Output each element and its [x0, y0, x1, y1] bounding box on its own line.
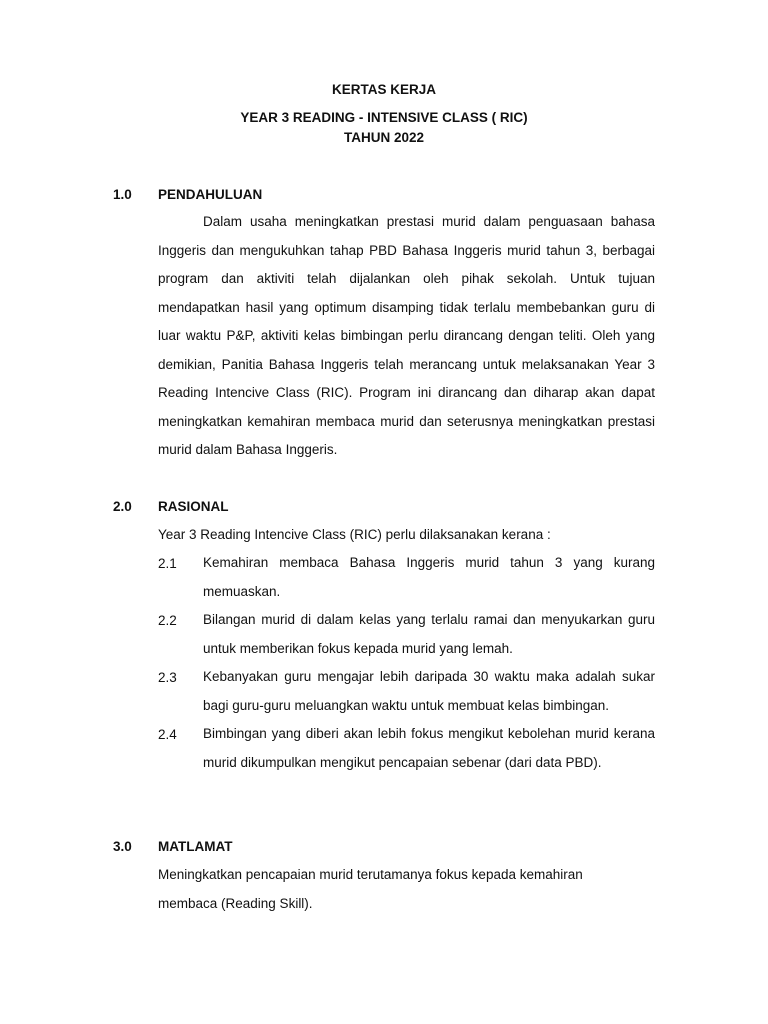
list-item-text: Kebanyakan guru mengajar lebih daripada 30 waktu maka adalah sukar bagi guru-guru meluangkan waktu untuk membuat kelas bimbingan. — [203, 669, 655, 713]
doc-title-line-3: TAHUN 2022 — [343, 130, 425, 145]
doc-title-line-1: KERTAS KERJA — [331, 82, 436, 97]
list-item-number: 2.3 — [158, 670, 177, 685]
section-3-text-line-1: Meningkatkan pencapaian murid terutamanya fokus kepada kemahiran — [158, 867, 583, 882]
section-2-number: 2.0 — [113, 499, 132, 514]
list-item-number: 2.2 — [158, 613, 177, 628]
section-3-title: MATLAMAT — [158, 839, 233, 854]
doc-title-line-2: YEAR 3 READING - INTENSIVE CLASS ( RIC) — [240, 110, 528, 125]
section-1-title: PENDAHULUAN — [158, 187, 263, 202]
section-3-number: 3.0 — [113, 839, 132, 854]
list-item-text: Bilangan murid di dalam kelas yang terlalu ramai dan menyukarkan guru untuk memberikan fokus kepada murid yang lemah. — [203, 612, 655, 656]
section-3-text-line-2: membaca (Reading Skill). — [158, 896, 313, 911]
section-2-intro: Year 3 Reading Intencive Class (RIC) perlu dilaksanakan kerana : — [158, 527, 551, 542]
section-2-title: RASIONAL — [158, 499, 229, 514]
list-item-number: 2.1 — [158, 556, 177, 571]
section-1-number: 1.0 — [113, 187, 132, 202]
list-item-number: 2.4 — [158, 727, 177, 742]
list-item-text: Bimbingan yang diberi akan lebih fokus mengikut kebolehan murid kerana murid dikumpulkan mengikut pencapaian sebenar (dari data PBD). — [203, 726, 655, 770]
list-item-text: Kemahiran membaca Bahasa Inggeris murid tahun 3 yang kurang memuaskan. — [203, 555, 655, 599]
section-1-paragraph: Dalam usaha meningkatkan prestasi murid dalam penguasaan bahasa Inggeris dan mengukuhkan tahap PBD Bahasa Inggeris murid tahun 3, berbagai program dan aktiviti telah dijalankan oleh pihak sekolah. Untuk tujuan mendapatkan hasil yang optimum disamping tidak terlalu membebankan guru di luar waktu P&P, aktiviti kelas bimbingan perlu dirancang dengan teliti. Oleh yang demikian, Panitia Bahasa Inggeris telah merancang untuk melaksanakan Year 3 Reading Intencive Class (RIC). Program ini dirancang dan diharap akan dapat meningkatkan kemahiran membaca murid dan seterusnya meningkatkan prestasi murid dalam Bahasa Inggeris. — [158, 214, 655, 457]
